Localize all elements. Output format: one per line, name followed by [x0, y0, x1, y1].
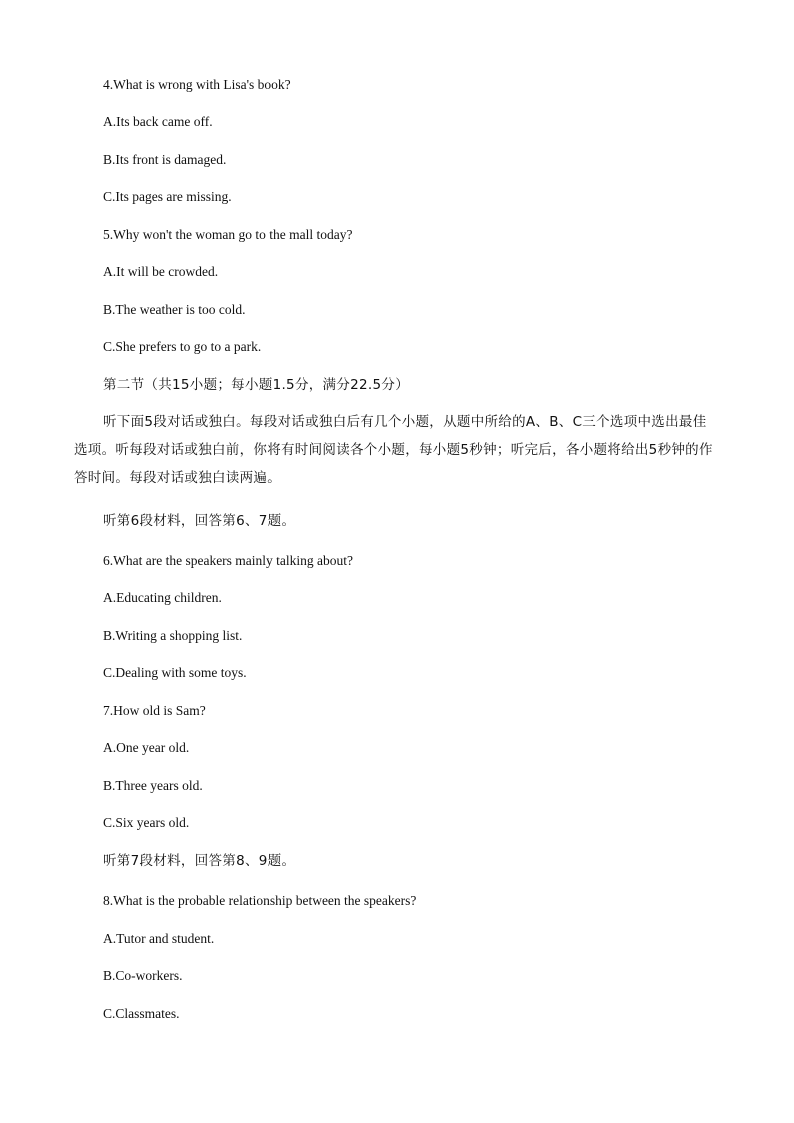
question-6: 6.What are the speakers mainly talking about?	[103, 553, 354, 568]
option-6b: B.Writing a shopping list.	[103, 628, 243, 643]
option-5a: A.It will be crowded.	[103, 264, 219, 279]
option-4a: A.Its back came off.	[103, 114, 213, 129]
question-5: 5.Why won't the woman go to the mall today?	[103, 227, 353, 242]
option-6c: C.Dealing with some toys.	[103, 665, 247, 680]
option-8c: C.Classmates.	[103, 1006, 180, 1021]
question-8: 8.What is the probable relationship between the speakers?	[103, 893, 417, 908]
option-8a: A.Tutor and student.	[103, 931, 215, 946]
question-4: 4.What is wrong with Lisa's book?	[103, 77, 291, 92]
material-6-instruction: 听第6段材料，回答第6、7题。	[103, 513, 296, 529]
option-7c: C.Six years old.	[103, 815, 190, 830]
option-7b: B.Three years old.	[103, 778, 203, 793]
option-6a: A.Educating children.	[103, 590, 222, 605]
option-7a: A.One year old.	[103, 740, 190, 755]
option-4b: B.Its front is damaged.	[103, 152, 227, 167]
question-7: 7.How old is Sam?	[103, 703, 206, 718]
option-5c: C.She prefers to go to a park.	[103, 339, 262, 354]
option-5b: B.The weather is too cold.	[103, 302, 246, 317]
section-heading: 第二节（共15小题；每小题1.5分，满分22.5分）	[103, 377, 410, 393]
material-7-instruction: 听第7段材料，回答第8、9题。	[103, 853, 296, 869]
section-instructions: 听下面5段对话或独白。每段对话或独白后有几个小题，从题中所给的A、B、C三个选项中选出最佳选项。听每段对话或独白前，你将有时间阅读各个小题，每小题5秒钟；听完后，各小题将给出5秒钟的作答时间。每段对话或独白读两遍。	[74, 414, 713, 486]
option-8b: B.Co-workers.	[103, 968, 183, 983]
option-4c: C.Its pages are missing.	[103, 189, 232, 204]
